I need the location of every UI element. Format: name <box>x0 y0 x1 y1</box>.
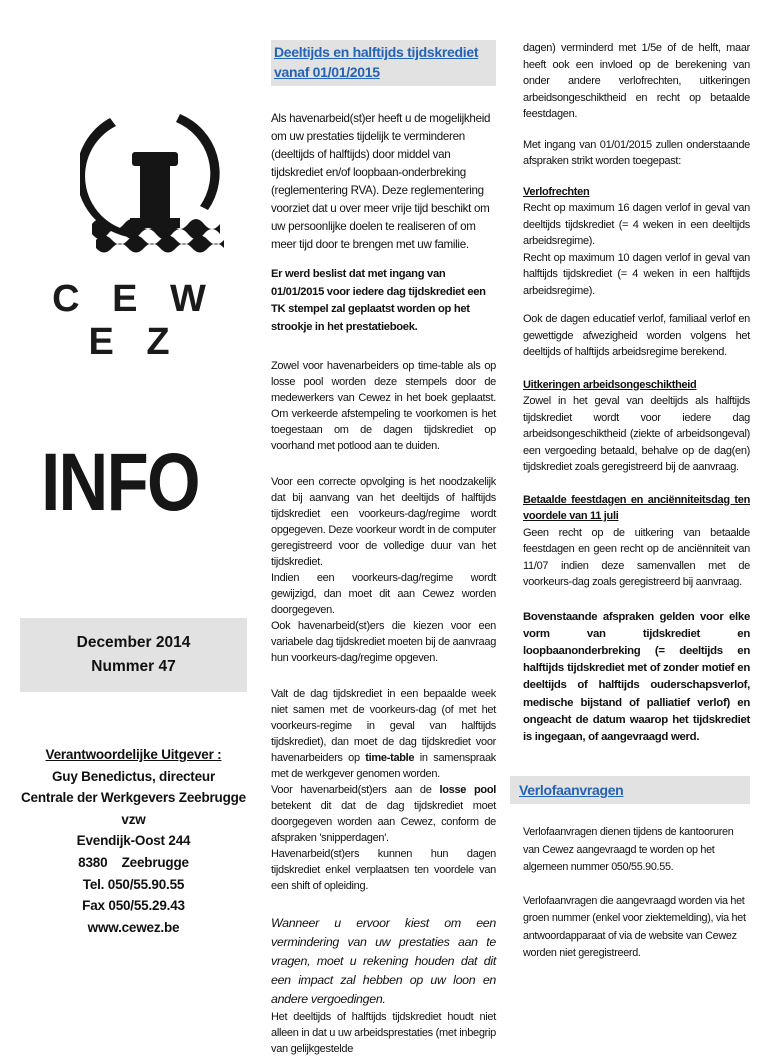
publisher-phone: Tel. 050/55.90.55 <box>82 876 185 892</box>
educatief-paragraph: Ook de dagen educatief verlof, familiaal verlof en gewettigde afwezigheid worden volgens het deeltijds of halftijds arbeidsregime berekend. <box>523 313 750 358</box>
right-column <box>519 40 750 963</box>
feestdagen-heading: Betaalde feestdagen en anciënniteitsdag ten voordele van 11 juli <box>523 493 750 522</box>
publisher-title: Verantwoordelijke Uitgever : <box>45 747 222 762</box>
cewez-logo <box>80 100 230 260</box>
uitkeringen-paragraph: Zowel in het geval van deeltijds als halftijds tijdskrediet wordt voor iedere dag arbeidsongeschiktheid (ziekte of arbeidsongeval) een vergoeding betaald, behalve op de dag(en) tijdskrediet zoals geregistreerd bij de aanvraag. <box>523 395 750 473</box>
uitkeringen-heading: Uitkeringen arbeidsongeschiktheid <box>523 378 697 391</box>
from-date-paragraph: Met ingang van 01/01/2015 zullen onderstaande afspraken strikt worden toegepast: <box>523 138 750 167</box>
publisher-block <box>20 744 247 938</box>
article-heading: Deeltijds en halftijds tijdskrediet vanaf 01/01/2015 <box>271 40 496 86</box>
green-number-paragraph: Verlofaanvragen die aangevraagd worden via het groen nummer (enkel voor ziektemelding), via het antwoordapparaat of via de website van Cewez worden niet geregistreerd. <box>523 894 746 960</box>
feestdagen-paragraph: Geen recht op de uitkering van betaalde feestdagen en geen recht op de anciënniteit van 11/07 indien deze samenvallen met de voorkeurs-dag zoals geregistreerd bij aanvraag. <box>523 526 750 588</box>
intro-paragraph: Als havenarbeid(st)er heeft u de mogelijkheid om uw prestaties tijdelijk te verminderen (deeltijds of halftijds) door middel van tijdskrediet en/of loopbaan-onderbreking (reglementering RVA). Deze reglementering voorziet dat u over meer vrije tijd beschikt om uw persoonlijke doelen te realiseren of om meer tijd door te brengen met uw familie. <box>271 112 491 251</box>
info-title: INFO <box>41 437 199 528</box>
week-paragraph: Valt de dag tijdskrediet in een bepaalde week niet samen met de voorkeurs-dag (of met het voorkeurs-regime in geval van halftijds tijdskrediet), dan moet de dag tijdskrediet voor havenarbeiders op time-table in samenspraak met de werkgever genomen worden. <box>271 688 496 780</box>
shift-paragraph: Havenarbeid(st)ers kunnen hun dagen tijdskrediet enkel verplaatsen ten voordele van een shift of opleiding. <box>271 848 496 892</box>
last-paragraph: Het deeltijds of halftijds tijdskrediet houdt niet alleen in dat u uw arbeidsprestaties (met inbegrip van gelijkgestelde <box>271 1011 496 1055</box>
publisher-line: Centrale der Werkgevers Zeebrugge vzw <box>21 790 246 827</box>
summary-bold-paragraph: Bovenstaande afspraken gelden voor elke vorm van tijdskrediet en loopbaanonderbreking (= deeltijds en halftijds tijdskrediet met of zonder motief en deeltijds of halftijds ouderschapsverlof, medische bijstand of palliatief verlof) en ongeacht de datum waarop het tijdskrediet is ingegaan, of aangevraagd werd. <box>523 610 750 743</box>
decision-paragraph: Er werd beslist dat met ingang van 01/01/2015 voor iedere dag tijdskrediet een TK stempel zal geplaatst worden op het strookje in het prestatieboek. <box>271 268 486 333</box>
office-paragraph: Verlofaanvragen dienen tijdens de kantooruren van Cewez aangevraagd te worden op het algemeen nummer 050/55.90.55. <box>523 826 734 874</box>
publisher-fax: Fax 050/55.29.43 <box>82 898 185 914</box>
followup-paragraph: Voor een correcte opvolging is het noodzakelijk dat bij aanvang van het deeltijds of halftijds tijdskrediet een voorkeurs-dag/regime wordt opgegeven. Deze voorkeur wordt in de computer geregistreerd voor de volledige duur van het tijdskrediet. <box>271 476 496 568</box>
issue-box <box>20 618 247 692</box>
verlofaanvragen-heading: Verlofaanvragen <box>510 776 750 804</box>
time-table-term: time-table <box>365 752 415 764</box>
issue-date: December 2014 <box>76 634 191 651</box>
losse-pool-term: losse pool <box>439 784 496 796</box>
publisher-line: Guy Benedictus, directeur <box>51 768 216 784</box>
change-paragraph: Indien een voorkeurs-dag/regime wordt gewijzigd, dan moet dit aan Cewez worden doorgegeven. <box>271 572 496 616</box>
verlof-paragraph-1: Recht op maximum 16 dagen verlof in geval van deeltijds tijdskrediet (= 4 weken in een deeltijds arbeidsregime). <box>523 202 750 247</box>
middle-column <box>271 40 496 1057</box>
pool-paragraph: Voor havenarbeid(st)ers aan de losse pool betekent dit dat de dag tijdskrediet moet doorgegeven worden aan Cewez, conform de afspraken 'snipperdagen'. <box>271 784 496 844</box>
variable-paragraph: Ook havenarbeid(st)ers die kiezen voor een variabele dag tijdskrediet moeten bij de aanvraag hun voorkeurs-dag/regime opgeven. <box>271 620 497 664</box>
continuation-paragraph: dagen) verminderd met 1/5e of de helft, maar heeft ook een invloed op de berekening van onder andere verlofrechten, uitkeringen arbeidsongeschiktheid en recht op betaalde feestdagen. <box>523 42 750 120</box>
issue-number: Nummer 47 <box>91 658 176 675</box>
verlofrechten-heading: Verlofrechten <box>523 185 590 198</box>
brand-name: C E W E Z <box>52 278 217 363</box>
publisher-line: Evendijk-Oost 244 <box>76 833 191 849</box>
stamps-paragraph: Zowel voor havenarbeiders op time-table als op losse pool worden deze stempels door de medewerkers van Cewez in het boek geplaatst. Om verkeerde afstempeling te voorkomen is het toegestaan om de dagen tijdskrediet op voorhand met potlood aan te duiden. <box>271 360 496 452</box>
publisher-website[interactable]: www.cewez.be <box>87 919 180 935</box>
publisher-line: 8380 Zeebrugge <box>78 854 189 870</box>
italic-warning: Wanneer u ervoor kiest om een vermindering van uw prestaties aan te vragen, moet u rekening houden dat dit een impact zal hebben op uw loon en andere vergoedingen. <box>271 916 496 1006</box>
verlof-paragraph-2: Recht op maximum 10 dagen verlof in geval van halftijds tijdskrediet (= 4 weken in een halftijds arbeidsregime). <box>523 251 750 297</box>
bollard-waves-icon <box>80 100 230 260</box>
